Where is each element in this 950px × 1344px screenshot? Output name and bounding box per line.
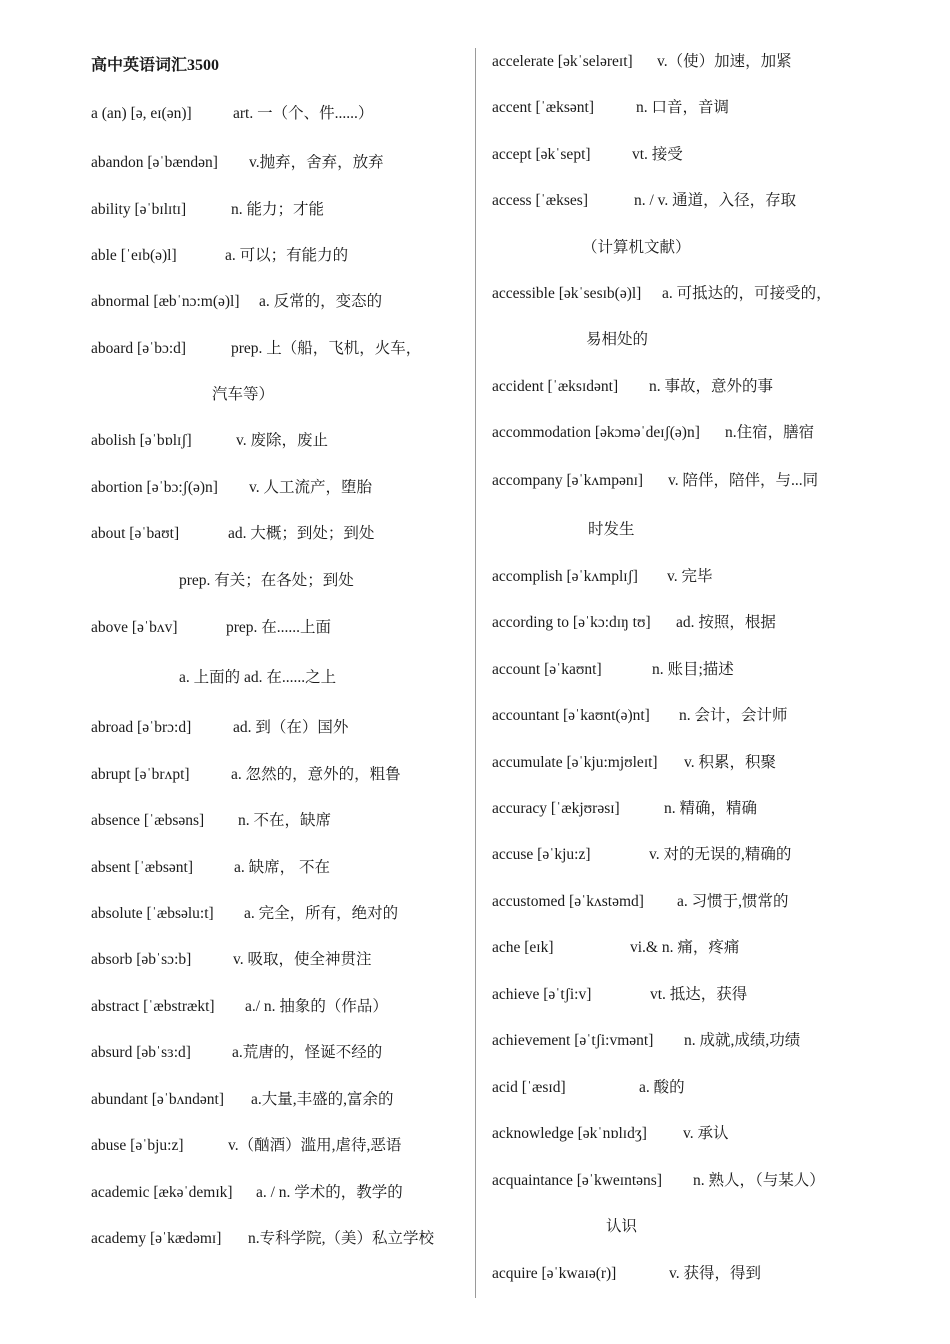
vocab-entry — [492, 566, 713, 588]
vocab-definition: a. 缺席， 不在 — [234, 859, 331, 876]
vocab-entry — [492, 937, 740, 959]
vocab-entry — [91, 810, 332, 832]
vocab-definition: prep. 上（船，飞机，火车， — [231, 340, 422, 357]
vocab-word: achievement [əˈtʃi:vmənt] — [492, 1032, 654, 1049]
vocab-definition: a. 忽然的，意外的，粗鲁 — [231, 766, 401, 783]
vocab-definition: ad. 大概；到处；到处 — [228, 525, 375, 542]
vocab-definition: n.专科学院,（美）私立学校 — [248, 1230, 435, 1247]
vocab-entry — [91, 996, 388, 1018]
vocab-word: a (an) [ə, eɪ(ən)] — [91, 105, 192, 122]
vocab-entry — [492, 97, 730, 119]
vocab-entry — [492, 422, 815, 444]
vocab-definition: n. 熟人，（与某人） — [693, 1172, 825, 1189]
vocab-word: accelerate [əkˈseləreɪt] — [492, 53, 633, 70]
definition-continuation: 认识 — [606, 1218, 638, 1235]
vocab-word: accustomed [əˈkʌstəmd] — [492, 893, 644, 910]
vocab-entry — [91, 477, 372, 499]
vocab-definition: n. 成就,成绩,功绩 — [684, 1032, 801, 1049]
vocab-definition: v. 陪伴，陪伴，与...同 — [668, 472, 819, 489]
vocab-definition: n. 能力；才能 — [231, 201, 325, 218]
vocab-word: accept [əkˈsept] — [492, 146, 591, 163]
vocab-word: aboard [əˈbɔ:d] — [91, 340, 187, 357]
vocab-word: acid [ˈæsɪd] — [492, 1079, 566, 1096]
vocab-entry — [492, 470, 819, 492]
vocab-definition: v.抛弃，舍弃，放弃 — [249, 154, 384, 171]
vocab-entry — [492, 1263, 761, 1285]
vocab-definition: n. 事故，意外的事 — [649, 378, 774, 395]
vocab-definition: v.（酗酒）滥用,虐待,恶语 — [228, 1137, 402, 1154]
vocab-word: according to [əˈkɔ:dɪŋ tʊ] — [492, 614, 651, 631]
vocab-entry — [91, 430, 328, 452]
vocab-definition: n. 口音，音调 — [636, 99, 730, 116]
vocab-entry — [492, 1030, 801, 1052]
vocab-word: abortion [əˈbɔ:ʃ(ə)n] — [91, 479, 218, 496]
vocab-entry — [91, 717, 349, 739]
vocab-definition: v. 人工流产，堕胎 — [249, 479, 372, 496]
vocab-word: accuracy [ˈækjʊrəsɪ] — [492, 800, 620, 817]
vocab-definition: vt. 接受 — [632, 146, 683, 163]
vocab-entry — [492, 891, 789, 913]
vocab-word: accessible [əkˈsesɪb(ə)l] — [492, 285, 642, 302]
vocab-definition: vi.& n. 痛，疼痛 — [630, 939, 740, 956]
vocab-word: acquaintance [əˈkweɪntəns] — [492, 1172, 662, 1189]
vocab-word: acknowledge [əkˈnɒlɪdʒ] — [492, 1125, 647, 1142]
vocab-entry — [492, 612, 776, 634]
definition-continuation: （计算机文献） — [582, 239, 691, 256]
vocab-definition: v. 积累，积聚 — [684, 754, 776, 771]
vocab-word: accent [ˈæksənt] — [492, 99, 594, 116]
vocab-definition: a. 酸的 — [639, 1079, 685, 1096]
vocab-entry — [91, 949, 372, 971]
vocab-definition: art. 一（个、件......） — [233, 105, 374, 122]
vocab-definition: a.大量,丰盛的,富余的 — [251, 1091, 394, 1108]
vocab-definition: ad. 按照，根据 — [676, 614, 776, 631]
vocab-word: about [əˈbaʊt] — [91, 525, 180, 542]
definition-continuation: 汽车等） — [212, 386, 275, 403]
vocab-definition: v. 承认 — [683, 1125, 729, 1142]
vocab-word: abolish [əˈbɒlɪʃ] — [91, 432, 192, 449]
vocab-word: ache [eɪk] — [492, 939, 554, 956]
vocab-word: accuse [əˈkju:z] — [492, 846, 591, 863]
vocab-word: access [ˈækses] — [492, 192, 588, 209]
vocab-definition: a. 完全，所有，绝对的 — [244, 905, 399, 922]
vocab-word: abroad [əˈbrɔ:d] — [91, 719, 192, 736]
vocab-entry — [91, 1182, 403, 1204]
vocab-word: absolute [ˈæbsəlu:t] — [91, 905, 214, 922]
vocab-word: achieve [əˈtʃi:v] — [492, 986, 592, 1003]
vocab-word: absence [ˈæbsəns] — [91, 812, 205, 829]
vocab-entry — [91, 338, 422, 360]
vocab-entry — [492, 51, 792, 73]
column-divider — [475, 48, 476, 1298]
vocab-definition: v. 废除，废止 — [236, 432, 328, 449]
vocab-entry — [91, 291, 383, 313]
vocab-definition: a. / n. 学术的，教学的 — [256, 1184, 403, 1201]
vocab-definition: n. 会计，会计师 — [679, 707, 788, 724]
vocab-entry — [492, 752, 776, 774]
vocab-word: abandon [əˈbændən] — [91, 154, 218, 171]
vocab-entry — [492, 798, 758, 820]
vocab-definition: v. 对的无误的,精确的 — [649, 846, 792, 863]
vocab-entry — [91, 764, 401, 786]
vocab-entry — [91, 857, 331, 879]
definition-continuation: 时发生 — [588, 521, 635, 538]
vocab-definition: v. 吸取，使全神贯注 — [233, 951, 372, 968]
vocab-entry — [492, 283, 832, 305]
vocab-entry — [91, 245, 349, 267]
vocab-definition: a. 可以；有能力的 — [225, 247, 349, 264]
vocab-definition: v. 获得，得到 — [669, 1265, 761, 1282]
vocab-definition: a./ n. 抽象的（作品） — [245, 998, 388, 1015]
vocab-entry — [91, 199, 325, 221]
vocab-entry — [91, 1042, 383, 1064]
vocab-definition: n. / v. 通道，入径，存取 — [634, 192, 797, 209]
vocab-entry — [91, 903, 399, 925]
vocab-entry — [492, 1123, 729, 1145]
vocab-definition: vt. 抵达，获得 — [650, 986, 748, 1003]
vocab-word: absorb [əbˈsɔ:b] — [91, 951, 192, 968]
vocab-entry — [91, 523, 375, 545]
vocab-entry — [492, 376, 774, 398]
vocab-entry — [492, 1170, 825, 1192]
vocab-definition: n. 精确，精确 — [664, 800, 758, 817]
vocab-word: accompany [əˈkʌmpənɪ] — [492, 472, 644, 489]
vocab-entry — [91, 1228, 435, 1250]
vocab-definition: n.住宿，膳宿 — [725, 424, 815, 441]
definition-continuation: 易相处的 — [586, 331, 649, 348]
vocab-word: academic [ækəˈdemɪk] — [91, 1184, 233, 1201]
vocab-definition: v.（使）加速，加紧 — [657, 53, 792, 70]
vocab-word: absurd [əbˈsɜ:d] — [91, 1044, 191, 1061]
vocab-definition: prep. 在......上面 — [226, 619, 332, 636]
vocab-word: abstract [ˈæbstrækt] — [91, 998, 215, 1015]
page-title: 高中英语词汇3500 — [91, 57, 220, 74]
vocab-entry — [492, 144, 683, 166]
vocab-word: abnormal [æbˈnɔ:m(ə)l] — [91, 293, 240, 310]
vocab-definition: a. 反常的，变态的 — [259, 293, 383, 310]
vocab-word: abundant [əˈbʌndənt] — [91, 1091, 224, 1108]
vocab-word: academy [əˈkædəmɪ] — [91, 1230, 222, 1247]
vocab-definition: a. 习惯于,惯常的 — [677, 893, 789, 910]
vocab-word: account [əˈkaʊnt] — [492, 661, 602, 678]
vocab-word: accumulate [əˈkju:mjʊleɪt] — [492, 754, 658, 771]
vocab-word: able [ˈeɪb(ə)l] — [91, 247, 177, 264]
vocab-entry — [91, 1135, 402, 1157]
vocab-definition: a. 可抵达的，可接受的， — [662, 285, 832, 302]
vocab-entry — [492, 1077, 685, 1099]
vocab-word: abrupt [əˈbrʌpt] — [91, 766, 190, 783]
vocab-entry — [91, 103, 374, 125]
vocab-definition: v. 完毕 — [667, 568, 713, 585]
vocab-word: accomplish [əˈkʌmplɪʃ] — [492, 568, 638, 585]
vocab-entry — [492, 844, 792, 866]
vocab-word: accident [ˈæksɪdənt] — [492, 378, 619, 395]
vocab-entry — [492, 705, 788, 727]
vocab-word: above [əˈbʌv] — [91, 619, 178, 636]
vocab-definition: n. 账目;描述 — [652, 661, 734, 678]
vocab-word: accountant [əˈkaʊnt(ə)nt] — [492, 707, 650, 724]
vocab-definition: a.荒唐的，怪诞不经的 — [232, 1044, 383, 1061]
vocab-definition: n. 不在，缺席 — [238, 812, 332, 829]
vocab-definition: ad. 到（在）国外 — [233, 719, 349, 736]
definition-continuation: a. 上面的 ad. 在......之上 — [179, 669, 337, 686]
vocab-word: accommodation [əkɔməˈdeɪʃ(ə)n] — [492, 424, 700, 441]
vocab-entry — [492, 659, 734, 681]
vocab-entry — [492, 190, 797, 212]
vocab-entry — [91, 152, 384, 174]
vocab-word: ability [əˈbɪlɪtɪ] — [91, 201, 187, 218]
vocab-word: abuse [əˈbju:z] — [91, 1137, 184, 1154]
vocab-entry — [91, 617, 332, 639]
vocab-word: absent [ˈæbsənt] — [91, 859, 194, 876]
definition-continuation: prep. 有关；在各处；到处 — [179, 572, 354, 589]
vocab-entry — [91, 1089, 394, 1111]
vocab-entry — [492, 984, 748, 1006]
vocab-word: acquire [əˈkwaɪə(r)] — [492, 1265, 617, 1282]
